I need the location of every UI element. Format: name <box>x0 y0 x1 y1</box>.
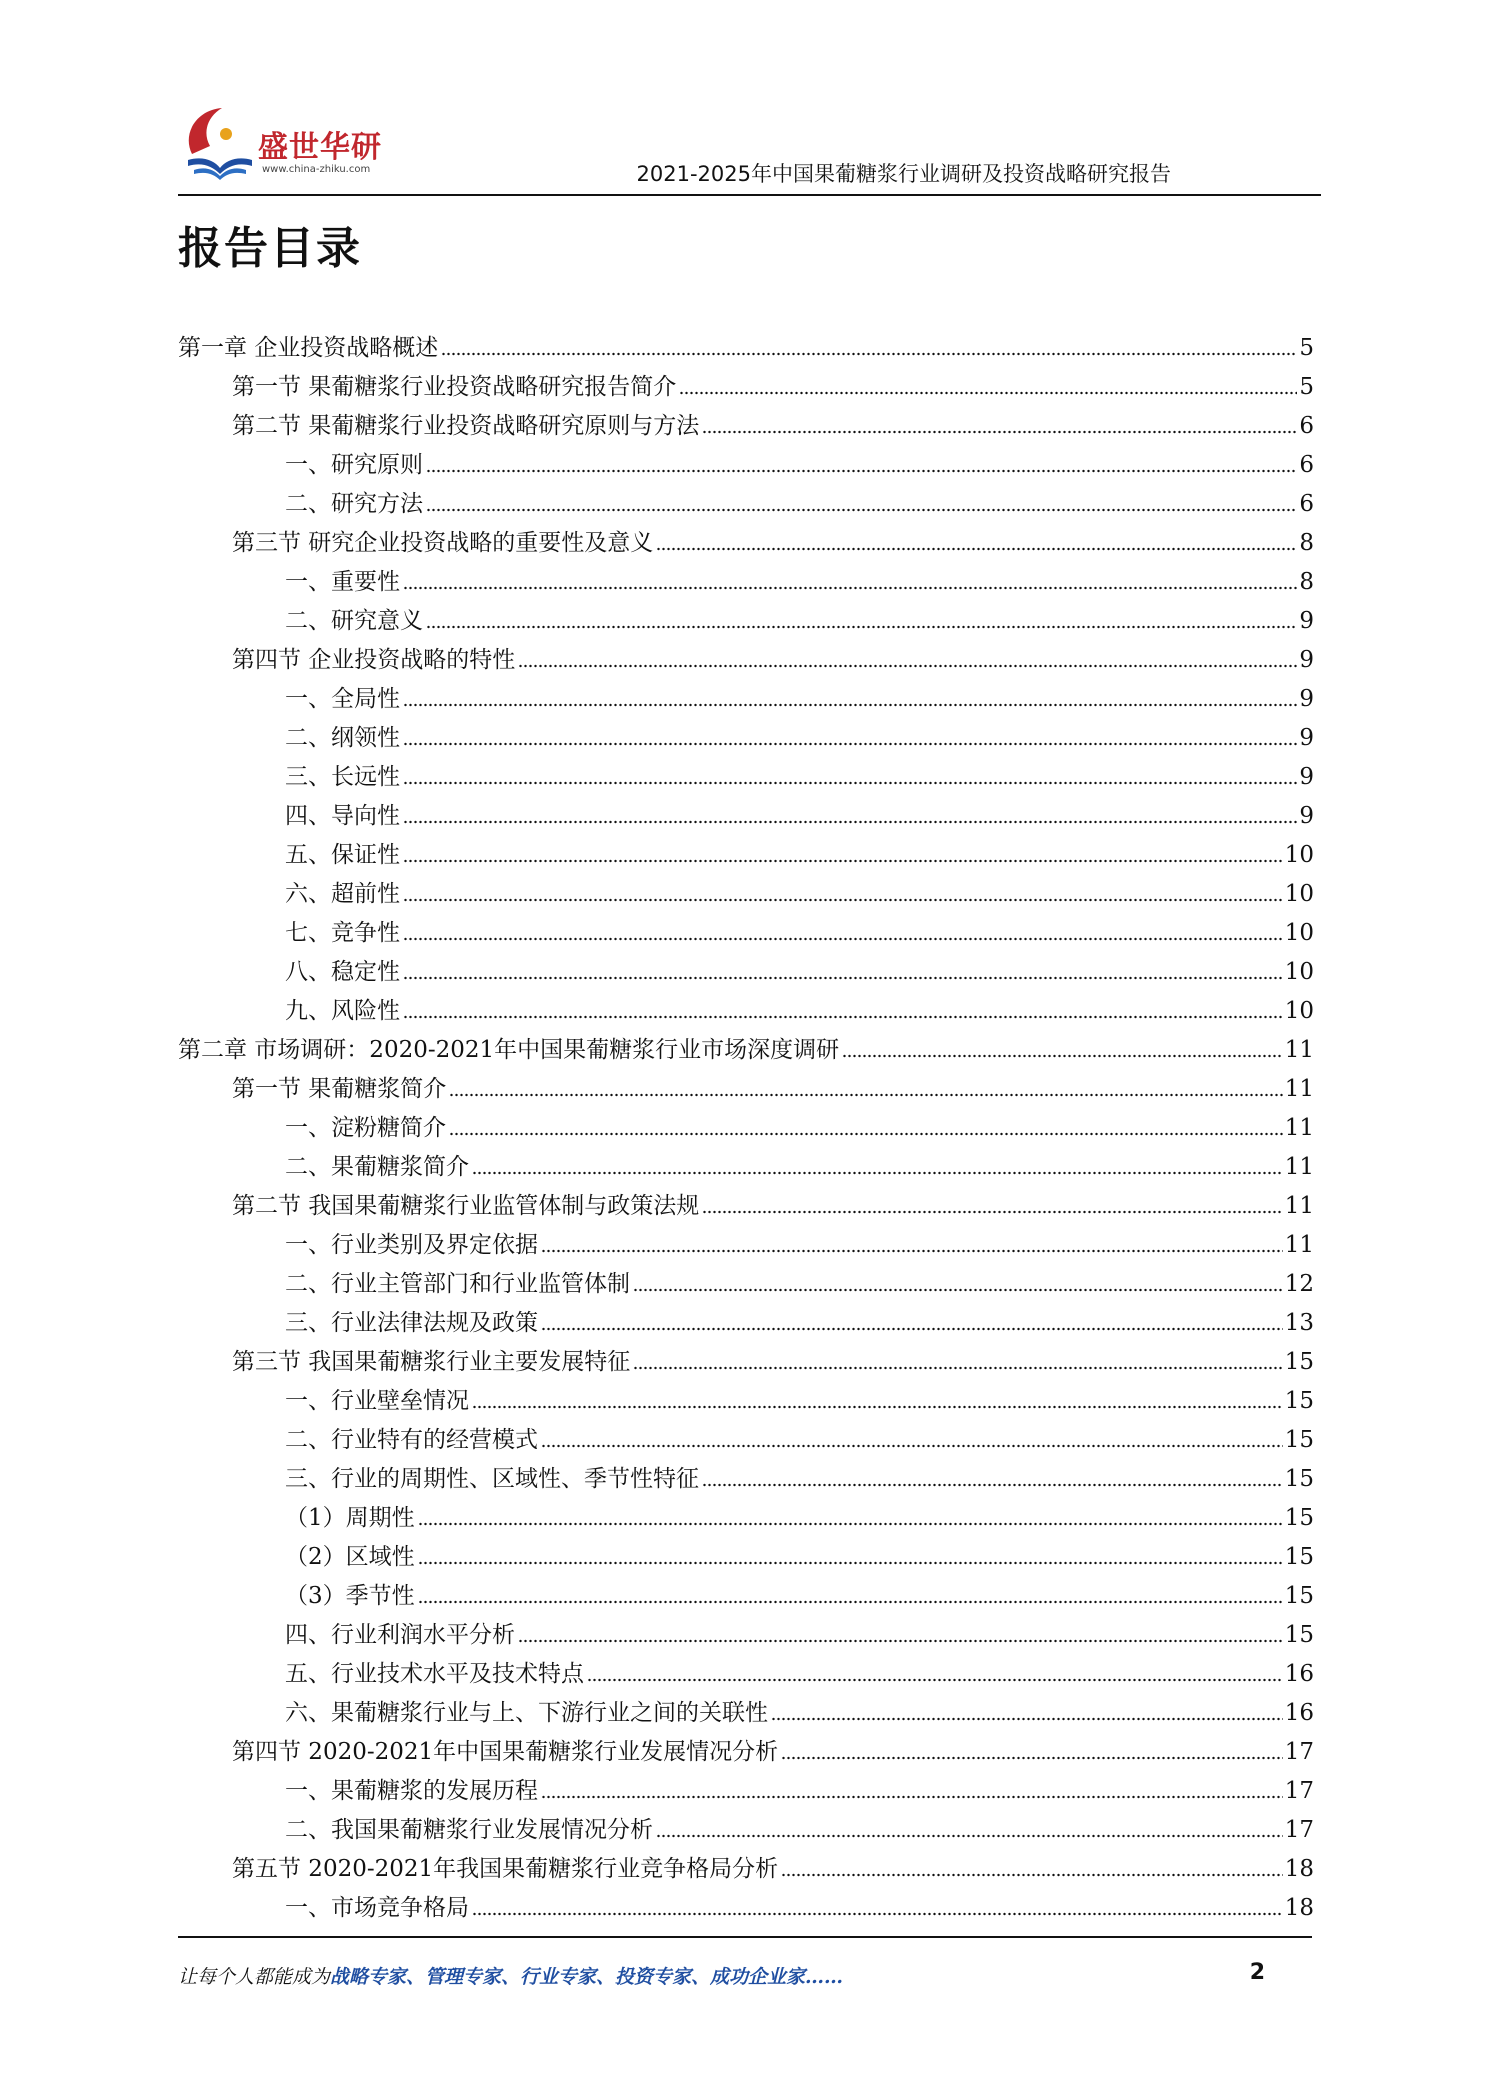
toc-entry-title: 二、我国果葡糖浆行业发展情况分析 <box>285 1817 653 1843</box>
toc-entry-title: 第二章 市场调研：2020-2021年中国果葡糖浆行业市场深度调研 <box>178 1037 840 1063</box>
toc-entry-page: 9 <box>1299 725 1314 751</box>
toc-entry[interactable] <box>178 870 1314 909</box>
toc-entry-page: 9 <box>1299 803 1314 829</box>
toc-entry[interactable] <box>178 558 1314 597</box>
toc-entry[interactable] <box>178 636 1314 675</box>
toc-dot-leader <box>656 546 1297 552</box>
toc-entry-title: 四、导向性 <box>285 803 400 829</box>
toc-dot-leader <box>403 702 1297 708</box>
toc-dot-leader <box>418 1521 1283 1527</box>
toc-entry-title: 八、稳定性 <box>285 959 400 985</box>
toc-entry-title: 第一章 企业投资战略概述 <box>178 335 439 361</box>
toc-entry-page: 11 <box>1284 1115 1314 1141</box>
toc-entry-page: 15 <box>1284 1388 1314 1414</box>
toc-entry[interactable] <box>178 675 1314 714</box>
toc-entry-title: 一、全局性 <box>285 686 400 712</box>
toc-entry[interactable] <box>178 519 1314 558</box>
toc-entry[interactable] <box>178 1767 1314 1806</box>
toc-entry-page: 15 <box>1284 1583 1314 1609</box>
toc-entry-title: 第一节 果葡糖浆行业投资战略研究报告简介 <box>232 374 677 400</box>
toc-entry-page: 8 <box>1299 569 1314 595</box>
toc-entry[interactable] <box>178 1611 1314 1650</box>
toc-entry-page: 12 <box>1284 1271 1314 1297</box>
toc-entry[interactable] <box>178 1221 1314 1260</box>
toc-entry-title: 第三节 我国果葡糖浆行业主要发展特征 <box>232 1349 631 1375</box>
toc-entry-title: 二、行业主管部门和行业监管体制 <box>285 1271 630 1297</box>
toc-dot-leader <box>518 663 1297 669</box>
footer-slogan-prefix: 让每个人都能成为 <box>178 1966 331 1988</box>
toc-entry[interactable] <box>178 1728 1314 1767</box>
toc-dot-leader <box>541 1443 1283 1449</box>
toc-entry[interactable] <box>178 597 1314 636</box>
toc-entry[interactable] <box>178 1182 1314 1221</box>
toc-entry-page: 11 <box>1284 1232 1314 1258</box>
toc-entry[interactable] <box>178 909 1314 948</box>
toc-entry[interactable] <box>178 363 1314 402</box>
toc-dot-leader <box>403 858 1283 864</box>
toc-entry-page: 5 <box>1299 335 1314 361</box>
toc-entry-page: 9 <box>1299 764 1314 790</box>
toc-entry-page: 15 <box>1284 1466 1314 1492</box>
toc-entry-title: 二、研究方法 <box>285 491 423 517</box>
toc-dot-leader <box>426 507 1297 513</box>
toc-entry[interactable] <box>178 1338 1314 1377</box>
toc-entry-title: 二、研究意义 <box>285 608 423 634</box>
toc-dot-leader <box>771 1716 1283 1722</box>
toc-entry-page: 15 <box>1284 1349 1314 1375</box>
toc-entry-title: 第二节 我国果葡糖浆行业监管体制与政策法规 <box>232 1193 700 1219</box>
footer-slogan-highlight: 战略专家、管理专家、行业专家、投资专家、成功企业家…… <box>330 1966 844 1988</box>
toc-entry-page: 11 <box>1284 1037 1314 1063</box>
toc-entry-page: 11 <box>1284 1154 1314 1180</box>
toc-dot-leader <box>426 624 1297 630</box>
toc-dot-leader <box>518 1638 1283 1644</box>
toc-entry[interactable] <box>178 1026 1314 1065</box>
report-title: 2021-2025年中国果葡糖浆行业调研及投资战略研究报告 <box>636 162 1171 186</box>
toc-entry-title: 三、行业的周期性、区域性、季节性特征 <box>285 1466 699 1492</box>
toc-dot-leader <box>472 1404 1283 1410</box>
toc-entry[interactable] <box>178 1455 1314 1494</box>
toc-dot-leader <box>472 1911 1283 1917</box>
toc-entry-page: 13 <box>1284 1310 1314 1336</box>
toc-dot-leader <box>702 429 1297 435</box>
toc-entry-title: （2）区域性 <box>285 1544 415 1570</box>
toc-dot-leader <box>541 1248 1283 1254</box>
toc-dot-leader <box>403 897 1283 903</box>
logo-mark-icon <box>178 104 262 182</box>
toc-entry-page: 9 <box>1299 686 1314 712</box>
toc-entry-page: 5 <box>1299 374 1314 400</box>
toc-entry-page: 9 <box>1299 608 1314 634</box>
toc-entry[interactable] <box>178 792 1314 831</box>
toc-entry[interactable] <box>178 1065 1314 1104</box>
toc-entry-title: 一、重要性 <box>285 569 400 595</box>
toc-entry-title: 一、果葡糖浆的发展历程 <box>285 1778 538 1804</box>
toc-dot-leader <box>702 1482 1283 1488</box>
toc-dot-leader <box>587 1677 1283 1683</box>
toc-entry-page: 9 <box>1299 647 1314 673</box>
toc-entry[interactable] <box>178 1572 1314 1611</box>
toc-entry-title: 第五节 2020-2021年我国果葡糖浆行业竞争格局分析 <box>232 1856 779 1882</box>
toc-entry-title: 五、行业技术水平及技术特点 <box>285 1661 584 1687</box>
toc-dot-leader <box>679 390 1297 396</box>
toc-entry-page: 18 <box>1284 1895 1314 1921</box>
toc-entry-page: 15 <box>1284 1505 1314 1531</box>
toc-entry-title: 一、淀粉糖简介 <box>285 1115 446 1141</box>
toc-entry-page: 17 <box>1284 1817 1314 1843</box>
toc-dot-leader <box>403 819 1297 825</box>
toc-entry[interactable] <box>178 1260 1314 1299</box>
toc-entry[interactable] <box>178 480 1314 519</box>
toc-entry-page: 11 <box>1284 1193 1314 1219</box>
toc-entry-page: 16 <box>1284 1700 1314 1726</box>
toc-entry-page: 10 <box>1284 998 1314 1024</box>
toc-entry-title: 第二节 果葡糖浆行业投资战略研究原则与方法 <box>232 413 700 439</box>
toc-entry-page: 15 <box>1284 1544 1314 1570</box>
toc-entry-title: 三、长远性 <box>285 764 400 790</box>
footer-divider <box>178 1936 1312 1938</box>
toc-entry[interactable] <box>178 402 1314 441</box>
toc-entry-title: 二、果葡糖浆简介 <box>285 1154 469 1180</box>
toc-dot-leader <box>656 1833 1283 1839</box>
toc-entry-page: 10 <box>1284 842 1314 868</box>
toc-dot-leader <box>449 1131 1283 1137</box>
toc-dot-leader <box>403 936 1283 942</box>
toc-entry-title: 六、超前性 <box>285 881 400 907</box>
toc-entry[interactable] <box>178 1533 1314 1572</box>
toc-dot-leader <box>403 1014 1283 1020</box>
toc-entry[interactable] <box>178 1806 1314 1845</box>
toc-entry[interactable] <box>178 714 1314 753</box>
toc-entry[interactable] <box>178 1650 1314 1689</box>
toc-entry-title: 六、果葡糖浆行业与上、下游行业之间的关联性 <box>285 1700 768 1726</box>
toc-entry-title: 第三节 研究企业投资战略的重要性及意义 <box>232 530 654 556</box>
table-of-contents <box>178 324 1314 1923</box>
toc-entry-page: 10 <box>1284 959 1314 985</box>
toc-dot-leader <box>449 1092 1282 1098</box>
toc-dot-leader <box>418 1560 1283 1566</box>
toc-entry[interactable] <box>178 324 1314 363</box>
toc-entry-title: 第一节 果葡糖浆简介 <box>232 1076 447 1102</box>
toc-entry-page: 11 <box>1284 1076 1314 1102</box>
toc-dot-leader <box>441 351 1297 357</box>
toc-entry-title: 一、市场竞争格局 <box>285 1895 469 1921</box>
toc-dot-leader <box>403 975 1283 981</box>
toc-entry[interactable] <box>178 987 1314 1026</box>
toc-entry-page: 10 <box>1284 881 1314 907</box>
toc-entry-page: 10 <box>1284 920 1314 946</box>
toc-entry-page: 16 <box>1284 1661 1314 1687</box>
toc-entry[interactable] <box>178 1884 1314 1923</box>
toc-dot-leader <box>842 1053 1283 1059</box>
toc-entry-page: 6 <box>1299 413 1314 439</box>
toc-entry[interactable] <box>178 831 1314 870</box>
logo-url: www.china-zhiku.com <box>262 164 371 175</box>
toc-entry-title: 一、研究原则 <box>285 452 423 478</box>
toc-entry-title: 一、行业壁垒情况 <box>285 1388 469 1414</box>
toc-entry-page: 8 <box>1299 530 1314 556</box>
toc-dot-leader <box>403 780 1297 786</box>
toc-entry-page: 18 <box>1284 1856 1314 1882</box>
toc-entry-title: 七、竞争性 <box>285 920 400 946</box>
toc-dot-leader <box>702 1209 1282 1215</box>
toc-heading: 报告目录 <box>178 223 362 274</box>
toc-entry[interactable] <box>178 753 1314 792</box>
toc-entry[interactable] <box>178 1845 1314 1884</box>
toc-dot-leader <box>633 1365 1282 1371</box>
toc-entry[interactable] <box>178 1299 1314 1338</box>
toc-entry[interactable] <box>178 1104 1314 1143</box>
toc-dot-leader <box>403 585 1297 591</box>
toc-entry[interactable] <box>178 1494 1314 1533</box>
toc-entry-title: 二、纲领性 <box>285 725 400 751</box>
toc-entry-page: 17 <box>1284 1778 1314 1804</box>
toc-dot-leader <box>633 1287 1283 1293</box>
toc-entry-title: （3）季节性 <box>285 1583 415 1609</box>
toc-entry-title: 第四节 2020-2021年中国果葡糖浆行业发展情况分析 <box>232 1739 779 1765</box>
toc-entry[interactable] <box>178 948 1314 987</box>
toc-dot-leader <box>541 1326 1283 1332</box>
logo-name: 盛世华研 <box>258 130 382 165</box>
header-divider <box>178 194 1321 196</box>
toc-dot-leader <box>472 1170 1283 1176</box>
company-logo <box>178 100 418 190</box>
toc-entry-title: 一、行业类别及界定依据 <box>285 1232 538 1258</box>
toc-entry-page: 17 <box>1284 1739 1314 1765</box>
toc-entry-page: 6 <box>1299 452 1314 478</box>
toc-dot-leader <box>418 1599 1283 1605</box>
toc-entry[interactable] <box>178 1377 1314 1416</box>
toc-entry[interactable] <box>178 1143 1314 1182</box>
toc-entry-title: 九、风险性 <box>285 998 400 1024</box>
toc-entry-title: 第四节 企业投资战略的特性 <box>232 647 516 673</box>
toc-entry-page: 15 <box>1284 1622 1314 1648</box>
toc-dot-leader <box>781 1872 1283 1878</box>
toc-entry-title: 五、保证性 <box>285 842 400 868</box>
toc-entry[interactable] <box>178 441 1314 480</box>
toc-dot-leader <box>781 1755 1283 1761</box>
toc-entry-page: 6 <box>1299 491 1314 517</box>
footer-slogan <box>178 1962 843 1989</box>
toc-entry-title: （1）周期性 <box>285 1505 415 1531</box>
page-header <box>178 100 1321 196</box>
toc-entry-title: 二、行业特有的经营模式 <box>285 1427 538 1453</box>
toc-dot-leader <box>403 741 1297 747</box>
toc-entry[interactable] <box>178 1689 1314 1728</box>
page-number: 2 <box>1249 1960 1265 1985</box>
toc-dot-leader <box>541 1794 1283 1800</box>
toc-dot-leader <box>426 468 1297 474</box>
toc-entry-title: 四、行业利润水平分析 <box>285 1622 515 1648</box>
toc-entry[interactable] <box>178 1416 1314 1455</box>
toc-entry-title: 三、行业法律法规及政策 <box>285 1310 538 1336</box>
toc-entry-page: 15 <box>1284 1427 1314 1453</box>
